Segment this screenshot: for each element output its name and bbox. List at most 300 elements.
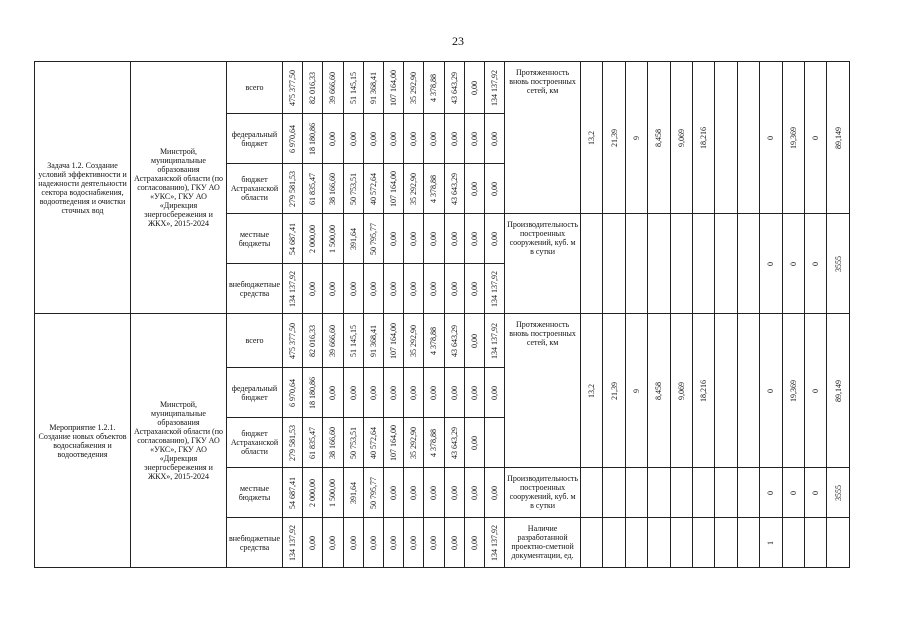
indicator-value-cell <box>648 62 670 214</box>
funding-value: 0,00 <box>368 535 378 550</box>
funding-value-cell <box>363 62 383 114</box>
indicator-value-cell <box>760 214 782 314</box>
funding-value: 0,00 <box>489 231 499 246</box>
indicator-value-cell <box>648 214 670 314</box>
funding-value: 43 643,29 <box>449 172 459 205</box>
funding-source-label: всего <box>227 62 283 114</box>
funding-value-cell <box>404 468 424 518</box>
funding-value-cell <box>383 214 403 264</box>
funding-value-cell <box>464 164 484 214</box>
indicator-value-cell <box>804 214 826 314</box>
program-table <box>34 61 850 568</box>
funding-value: 107 164,00 <box>389 69 399 106</box>
funding-value: 107 164,00 <box>389 424 399 461</box>
funding-value: 0,00 <box>348 131 358 146</box>
indicator-value-cell <box>625 314 647 468</box>
indicator-value: 19,369 <box>788 379 798 402</box>
funding-value: 0,00 <box>348 281 358 296</box>
funding-value: 0,00 <box>429 281 439 296</box>
funding-value-cell <box>363 214 383 264</box>
funding-value-cell <box>464 314 484 368</box>
funding-value-cell <box>343 314 363 368</box>
funding-value: 107 164,00 <box>389 170 399 207</box>
funding-value-cell <box>343 164 363 214</box>
funding-value: 391,64 <box>348 227 358 250</box>
funding-value-cell <box>283 164 303 214</box>
indicator-value-cell <box>715 314 737 468</box>
indicator-value-cell <box>715 518 737 568</box>
funding-value-cell <box>484 518 504 568</box>
funding-value: 0,00 <box>469 131 479 146</box>
funding-value-cell <box>464 264 484 314</box>
funding-source-label: местные бюджеты <box>227 214 283 264</box>
funding-value-cell <box>343 264 363 314</box>
indicator-value-cell <box>625 518 647 568</box>
page-number: 23 <box>452 34 464 48</box>
funding-value: 18 180,86 <box>308 376 318 409</box>
funding-value: 0,00 <box>348 535 358 550</box>
funding-value: 475 377,50 <box>288 69 298 106</box>
funding-value-cell <box>303 518 323 568</box>
indicator-value-cell <box>670 468 692 518</box>
funding-value-cell <box>283 418 303 468</box>
funding-value: 82 016,33 <box>308 324 318 357</box>
funding-value-cell <box>484 164 504 214</box>
funding-value: 0,00 <box>469 385 479 400</box>
funding-value-cell <box>303 164 323 214</box>
indicator-value-cell <box>603 214 625 314</box>
indicator-value-cell <box>715 214 737 314</box>
funding-value-cell <box>323 164 343 214</box>
funding-value: 6 970,64 <box>288 124 298 153</box>
indicator-name: Производительность построенных сооружений, куб. м в сутки <box>505 468 581 518</box>
funding-value-cell <box>484 314 504 368</box>
funding-value-cell <box>404 164 424 214</box>
indicator-value: 0 <box>766 490 776 495</box>
funding-value: 0,00 <box>469 80 479 95</box>
indicator-value: 9,069 <box>676 128 686 147</box>
funding-value-cell <box>383 518 403 568</box>
funding-source-label: бюджет Астраханской области <box>227 418 283 468</box>
funding-value: 107 164,00 <box>389 322 399 359</box>
funding-value: 0,00 <box>409 535 419 550</box>
funding-value-cell <box>323 114 343 164</box>
funding-value: 0,00 <box>389 281 399 296</box>
indicator-value: 9 <box>632 135 642 140</box>
funding-value-cell <box>404 214 424 264</box>
indicator-value: 0 <box>788 490 798 495</box>
funding-value: 43 643,29 <box>449 71 459 104</box>
funding-source-label: внебюджетные средства <box>227 264 283 314</box>
indicator-value: 0 <box>766 135 776 140</box>
funding-value: 91 368,41 <box>368 71 378 104</box>
indicator-value-cell <box>760 468 782 518</box>
funding-value: 0,00 <box>429 385 439 400</box>
indicator-value-cell <box>603 468 625 518</box>
funding-value-cell <box>363 114 383 164</box>
funding-value-cell <box>383 368 403 418</box>
executor: Минстрой, муниципальные образования Астраханской области (по согласованию), ГКУ АО «УКС», ГКУ АО «Дирекция энергосбережения и ЖКХ», 2015-2024 <box>131 314 227 568</box>
indicator-value-cell <box>715 468 737 518</box>
indicator-value-cell <box>804 62 826 214</box>
funding-value: 2 000,00 <box>308 224 318 253</box>
funding-value: 0,00 <box>449 231 459 246</box>
funding-value: 0,00 <box>409 385 419 400</box>
indicator-value: 9 <box>632 388 642 393</box>
funding-value-cell <box>464 62 484 114</box>
funding-value-cell <box>343 114 363 164</box>
funding-value: 43 643,29 <box>449 426 459 459</box>
funding-value: 50 753,51 <box>348 172 358 205</box>
funding-source-label: местные бюджеты <box>227 468 283 518</box>
funding-value-cell <box>424 314 444 368</box>
funding-value: 0,00 <box>449 131 459 146</box>
funding-value-cell <box>404 314 424 368</box>
funding-value-cell <box>323 214 343 264</box>
funding-value-cell <box>323 62 343 114</box>
funding-value-cell <box>323 264 343 314</box>
funding-value: 91 368,41 <box>368 324 378 357</box>
indicator-value-cell <box>581 214 603 314</box>
funding-value-cell <box>404 418 424 468</box>
funding-value: 0,00 <box>449 485 459 500</box>
funding-value: 279 581,53 <box>288 424 298 461</box>
funding-value: 475 377,50 <box>288 322 298 359</box>
indicator-value-cell <box>581 314 603 468</box>
indicator-value-cell <box>581 62 603 214</box>
indicator-value: 9,069 <box>676 381 686 400</box>
funding-value-cell <box>283 264 303 314</box>
indicator-value: 3555 <box>833 255 843 272</box>
funding-value-cell <box>343 214 363 264</box>
indicator-value: 18,216 <box>699 379 709 402</box>
funding-value: 50 753,51 <box>348 426 358 459</box>
funding-value: 134 137,92 <box>288 524 298 561</box>
funding-value: 1 500,00 <box>328 224 338 253</box>
indicator-value-cell <box>693 62 715 214</box>
funding-value-cell <box>383 264 403 314</box>
indicator-value-cell <box>693 214 715 314</box>
funding-source-label: федеральный бюджет <box>227 368 283 418</box>
indicator-value-cell <box>603 62 625 214</box>
funding-value-cell <box>343 518 363 568</box>
funding-value-cell <box>303 62 323 114</box>
funding-value: 54 687,41 <box>288 476 298 509</box>
funding-value-cell <box>444 114 464 164</box>
funding-value: 6 970,64 <box>288 378 298 407</box>
funding-value-cell <box>444 368 464 418</box>
indicator-value: 0 <box>766 388 776 393</box>
funding-value: 0,00 <box>429 231 439 246</box>
indicator-value-cell <box>827 62 849 214</box>
funding-value: 0,00 <box>469 333 479 348</box>
funding-value-cell <box>484 264 504 314</box>
funding-value-cell <box>464 518 484 568</box>
funding-value-cell <box>383 114 403 164</box>
indicator-value-cell <box>737 314 759 468</box>
indicator-value-cell <box>782 468 804 518</box>
indicator-value-cell <box>737 468 759 518</box>
funding-value: 35 292,90 <box>409 426 419 459</box>
funding-value-cell <box>303 418 323 468</box>
funding-value-cell <box>343 468 363 518</box>
indicator-value: 0 <box>788 261 798 266</box>
funding-value-cell <box>323 418 343 468</box>
funding-value: 279 581,53 <box>288 170 298 207</box>
funding-value-cell <box>363 468 383 518</box>
funding-value-cell <box>424 468 444 518</box>
funding-value: 1 500,00 <box>328 478 338 507</box>
funding-value: 0,00 <box>409 131 419 146</box>
funding-value-cell <box>383 418 403 468</box>
funding-source-label: бюджет Астраханской области <box>227 164 283 214</box>
funding-value: 0,00 <box>489 131 499 146</box>
funding-value-cell <box>303 214 323 264</box>
funding-value: 39 666,60 <box>328 71 338 104</box>
indicator-value: 0 <box>811 135 821 140</box>
funding-value-cell <box>404 518 424 568</box>
funding-value: 0,00 <box>389 385 399 400</box>
funding-value-cell <box>343 368 363 418</box>
funding-value: 0,00 <box>429 485 439 500</box>
indicator-value: 13,2 <box>587 383 597 398</box>
funding-value: 0,00 <box>389 485 399 500</box>
funding-value-cell <box>424 264 444 314</box>
indicator-value-cell <box>737 62 759 214</box>
funding-value-cell <box>464 114 484 164</box>
funding-value: 0,00 <box>489 181 499 196</box>
block-name: Задача 1.2. Создание условий эффективности и надежности деятельности сектора водоснабжения, водоотведения и очистки сточных вод <box>35 62 131 314</box>
indicator-value-cell <box>603 518 625 568</box>
indicator-value-cell <box>625 62 647 214</box>
funding-value-cell <box>283 214 303 264</box>
indicator-value-cell <box>827 214 849 314</box>
funding-value: 0,00 <box>328 131 338 146</box>
indicator-value-cell <box>603 314 625 468</box>
funding-value-cell <box>303 264 323 314</box>
funding-value-cell <box>283 314 303 368</box>
funding-value-cell <box>424 214 444 264</box>
indicator-value: 89,149 <box>833 379 843 402</box>
funding-value-cell <box>404 114 424 164</box>
funding-value: 0,00 <box>429 131 439 146</box>
indicator-value-cell <box>581 518 603 568</box>
funding-value-cell <box>303 114 323 164</box>
funding-value-cell <box>343 62 363 114</box>
funding-value-cell <box>383 314 403 368</box>
funding-value: 18 180,86 <box>308 122 318 155</box>
funding-value: 134 137,92 <box>489 270 499 307</box>
funding-value: 35 292,90 <box>409 71 419 104</box>
indicator-value-cell <box>760 518 782 568</box>
indicator-value: 0 <box>811 490 821 495</box>
funding-value: 0,00 <box>469 231 479 246</box>
funding-value: 4 378,88 <box>429 174 439 203</box>
funding-value-cell <box>283 114 303 164</box>
funding-value: 50 795,77 <box>368 222 378 255</box>
funding-value-cell <box>404 62 424 114</box>
funding-value-cell <box>323 314 343 368</box>
funding-value: 39 666,60 <box>328 324 338 357</box>
funding-value: 0,00 <box>469 535 479 550</box>
funding-value-cell <box>303 368 323 418</box>
funding-value: 0,00 <box>368 385 378 400</box>
funding-value: 61 835,47 <box>308 172 318 205</box>
funding-value-cell <box>303 314 323 368</box>
funding-value: 134 137,92 <box>489 322 499 359</box>
funding-value: 0,00 <box>469 181 479 196</box>
indicator-value-cell <box>804 518 826 568</box>
indicator-value: 8,458 <box>654 128 664 147</box>
indicator-value-cell <box>782 62 804 214</box>
funding-value-cell <box>444 214 464 264</box>
funding-value-cell <box>283 468 303 518</box>
funding-value-cell <box>404 368 424 418</box>
indicator-value-cell <box>648 314 670 468</box>
indicator-value: 21,39 <box>609 128 619 147</box>
indicator-value-cell <box>693 518 715 568</box>
funding-value: 51 145,15 <box>348 324 358 357</box>
funding-value-cell <box>424 368 444 418</box>
funding-value: 0,00 <box>328 535 338 550</box>
funding-value-cell <box>383 468 403 518</box>
funding-value: 0,00 <box>368 281 378 296</box>
indicator-value-cell <box>625 214 647 314</box>
indicator-value-cell <box>760 62 782 214</box>
funding-value: 0,00 <box>328 385 338 400</box>
funding-value-cell <box>484 114 504 164</box>
funding-value: 4 378,88 <box>429 73 439 102</box>
funding-value: 134 137,92 <box>288 270 298 307</box>
indicator-value-cell <box>670 314 692 468</box>
funding-value-cell <box>464 418 484 468</box>
indicator-value-cell <box>670 62 692 214</box>
funding-value: 134 137,92 <box>489 69 499 106</box>
funding-value: 40 572,64 <box>368 426 378 459</box>
indicator-value-cell <box>782 518 804 568</box>
funding-value: 0,00 <box>489 385 499 400</box>
indicator-value-cell <box>827 468 849 518</box>
funding-value-cell <box>283 518 303 568</box>
indicator-value-cell <box>648 518 670 568</box>
funding-value-cell <box>404 264 424 314</box>
funding-value-cell <box>363 418 383 468</box>
funding-value: 38 166,60 <box>328 172 338 205</box>
funding-value-cell <box>464 368 484 418</box>
indicator-value-cell <box>670 214 692 314</box>
funding-source-label: федеральный бюджет <box>227 114 283 164</box>
funding-value: 0,00 <box>328 281 338 296</box>
funding-value-cell <box>464 214 484 264</box>
funding-value: 38 166,60 <box>328 426 338 459</box>
funding-value: 4 378,88 <box>429 428 439 457</box>
indicator-value-cell <box>648 468 670 518</box>
indicator-value: 0 <box>811 388 821 393</box>
funding-source-label: всего <box>227 314 283 368</box>
funding-value-cell <box>283 368 303 418</box>
funding-value-cell <box>424 418 444 468</box>
indicator-value-cell <box>782 214 804 314</box>
funding-value-cell <box>484 368 504 418</box>
funding-value-cell <box>464 468 484 518</box>
indicator-value-cell <box>715 62 737 214</box>
indicator-value: 0 <box>811 261 821 266</box>
funding-value: 0,00 <box>389 131 399 146</box>
indicator-value-cell <box>827 518 849 568</box>
indicator-name: Производительность построенных сооружений, куб. м в сутки <box>505 214 581 314</box>
funding-value-cell <box>323 518 343 568</box>
funding-source-label: внебюджетные средства <box>227 518 283 568</box>
indicator-value: 1 <box>766 540 776 545</box>
funding-value: 0,00 <box>449 281 459 296</box>
indicator-value-cell <box>827 314 849 468</box>
indicator-name: Протяженность вновь построенных сетей, км <box>505 314 581 468</box>
block-name: Мероприятие 1.2.1. Создание новых объектов водоснабжения и водоотведения <box>35 314 131 568</box>
funding-value-cell <box>444 468 464 518</box>
funding-value: 0,00 <box>389 231 399 246</box>
funding-value-cell <box>484 214 504 264</box>
funding-value-cell <box>303 468 323 518</box>
indicator-value: 8,458 <box>654 381 664 400</box>
funding-value: 43 643,29 <box>449 324 459 357</box>
indicator-name: Протяженность вновь построенных сетей, км <box>505 62 581 214</box>
indicator-value-cell <box>693 314 715 468</box>
funding-value: 61 835,47 <box>308 426 318 459</box>
funding-value-cell <box>484 62 504 114</box>
funding-value: 0,00 <box>449 385 459 400</box>
funding-value: 0,00 <box>389 535 399 550</box>
funding-value-cell <box>444 62 464 114</box>
indicator-value-cell <box>782 314 804 468</box>
funding-value-cell <box>363 314 383 368</box>
indicator-value: 3555 <box>833 484 843 501</box>
funding-value: 0,00 <box>308 535 318 550</box>
funding-value: 0,00 <box>348 385 358 400</box>
funding-value-cell <box>383 164 403 214</box>
indicator-value: 21,39 <box>609 381 619 400</box>
indicator-value-cell <box>581 468 603 518</box>
funding-value: 82 016,33 <box>308 71 318 104</box>
funding-value: 0,00 <box>409 281 419 296</box>
funding-value-cell <box>484 418 504 468</box>
funding-value-cell <box>343 418 363 468</box>
funding-value: 35 292,90 <box>409 172 419 205</box>
funding-value: 0,00 <box>469 485 479 500</box>
funding-value-cell <box>444 264 464 314</box>
funding-value: 35 292,90 <box>409 324 419 357</box>
executor: Минстрой, муниципальные образования Астраханской области (по согласованию), ГКУ АО «УКС», ГКУ АО «Дирекция энергосбережения и ЖКХ», 2015-2024 <box>131 62 227 314</box>
funding-value-cell <box>424 518 444 568</box>
indicator-value: 19,369 <box>788 126 798 149</box>
funding-value: 54 687,41 <box>288 222 298 255</box>
funding-value-cell <box>444 418 464 468</box>
indicator-value-cell <box>737 214 759 314</box>
indicator-value: 89,149 <box>833 126 843 149</box>
funding-value-cell <box>424 164 444 214</box>
indicator-value-cell <box>804 314 826 468</box>
funding-value: 0,00 <box>469 435 479 450</box>
funding-value-cell <box>363 264 383 314</box>
indicator-value: 13,2 <box>587 130 597 145</box>
funding-value: 0,00 <box>308 281 318 296</box>
funding-value: 134 137,92 <box>489 524 499 561</box>
funding-value: 51 145,15 <box>348 71 358 104</box>
funding-value: 391,64 <box>348 481 358 504</box>
indicator-value-cell <box>737 518 759 568</box>
funding-value: 0,00 <box>409 231 419 246</box>
funding-value: 50 795,77 <box>368 476 378 509</box>
indicator-value: 18,216 <box>699 126 709 149</box>
